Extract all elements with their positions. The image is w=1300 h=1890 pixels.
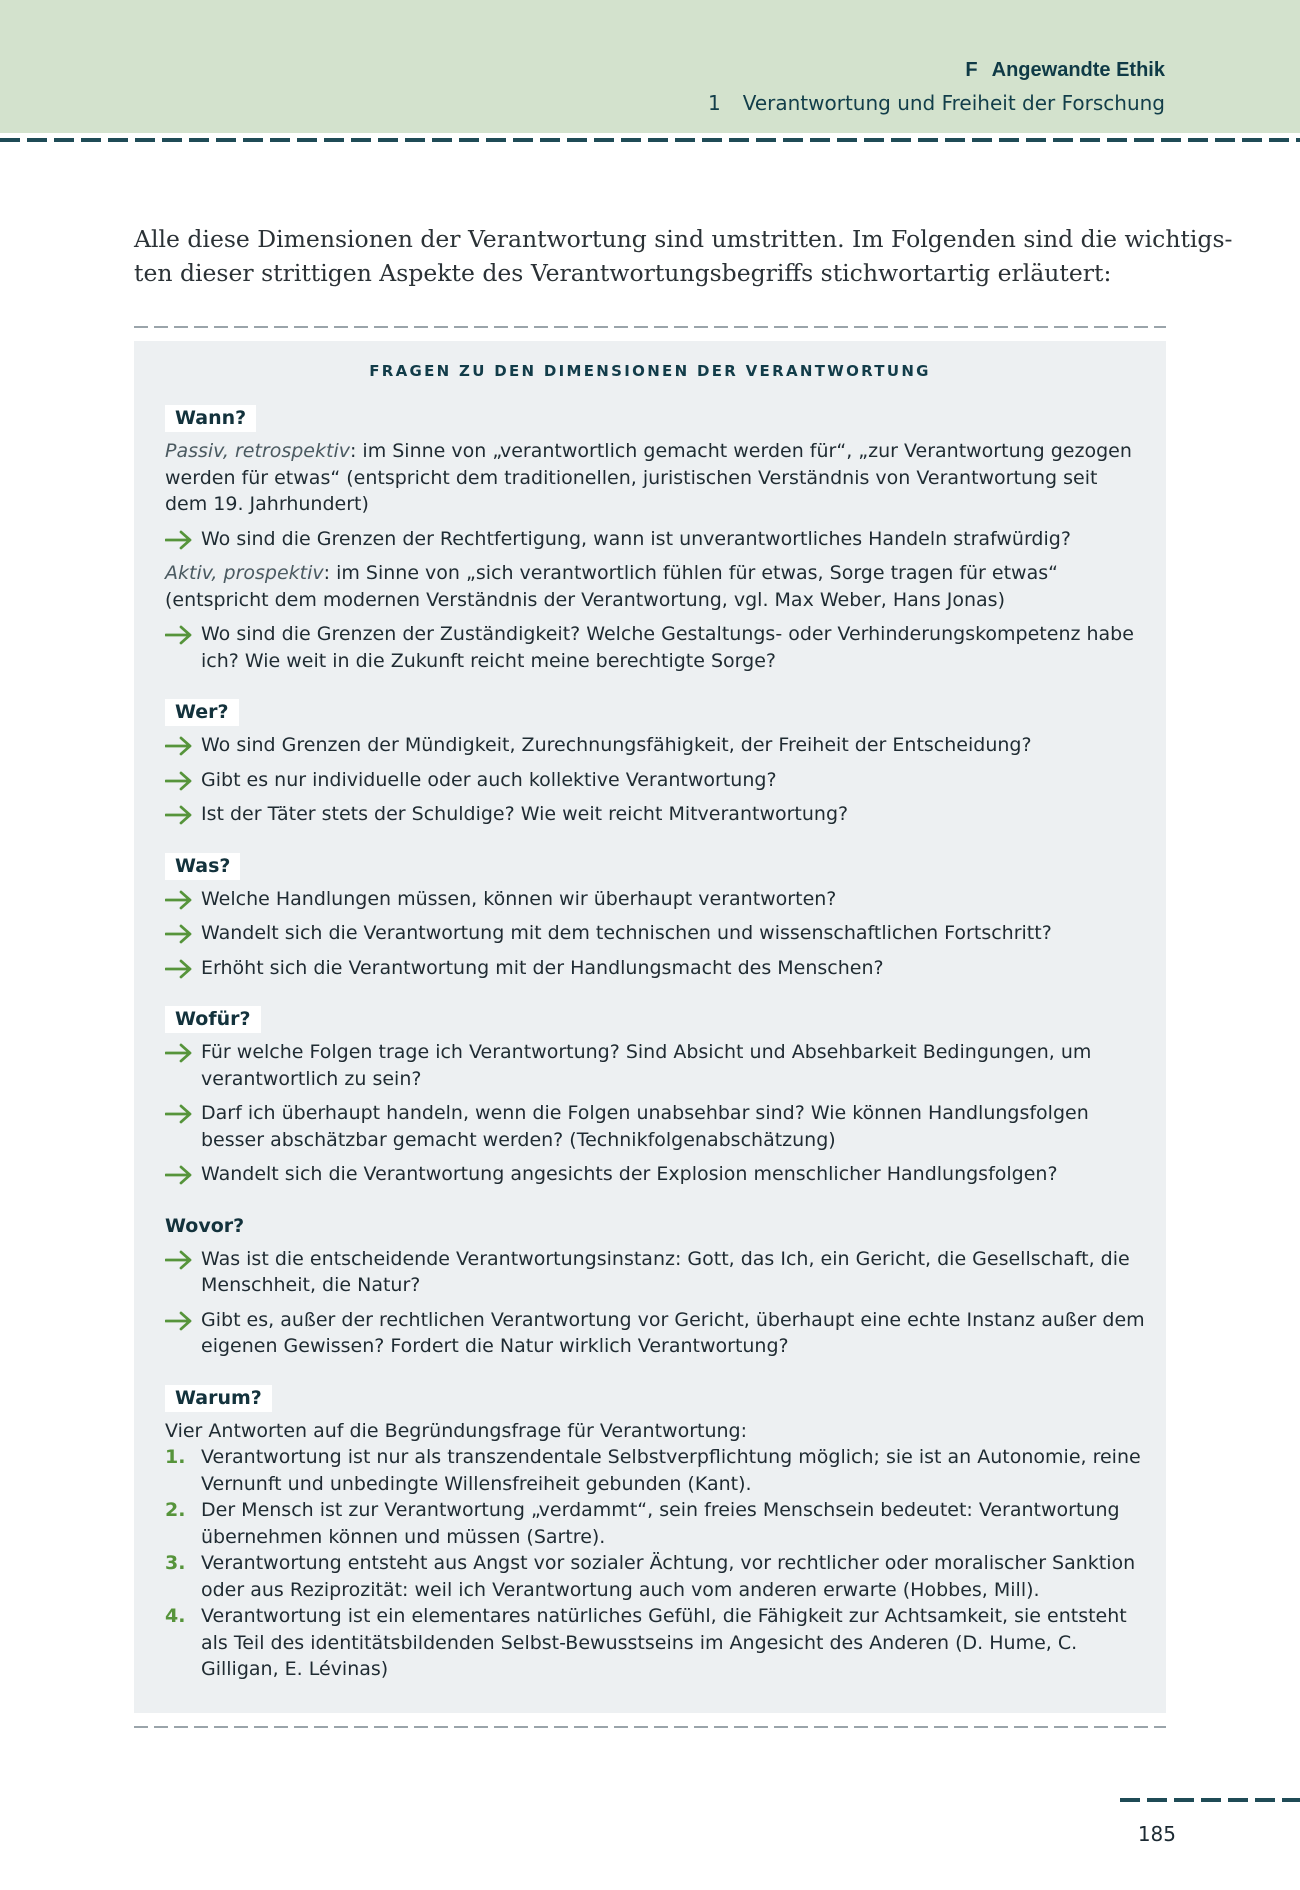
section-number: 1 — [707, 91, 721, 115]
list-item — [165, 920, 1145, 947]
box-content — [165, 401, 1145, 1704]
passiv-text: : im Sinne von „verantwortlich gemacht werden für“, „zur Verantwortung gezogen werden für etwas“ (entspricht dem traditionellen, juristischen Verständnis von Verantwortung seit dem 19. Jahrhundert) — [165, 440, 1132, 515]
question-text: Wandelt sich die Verantwortung angesichts der Explosion menschlicher Handlungsfolgen? — [201, 1163, 1058, 1185]
group-wann — [165, 401, 1145, 674]
questions-box — [134, 341, 1166, 1713]
box-title: FRAGEN ZU DEN DIMENSIONEN DER VERANTWORTUNG — [369, 362, 931, 380]
list-item — [165, 801, 1145, 828]
item-number: 4. — [165, 1605, 186, 1627]
chapter-letter: F — [965, 59, 978, 81]
question-text: Ist der Täter stets der Schuldige? Wie weit reicht Mitverantwortung? — [201, 803, 849, 825]
numbered-item — [165, 1497, 1145, 1550]
arrow-right-icon — [165, 625, 193, 645]
arrow-right-icon — [165, 924, 193, 944]
arrow-right-icon — [165, 1311, 193, 1331]
question-text: Wo sind die Grenzen der Zuständigkeit? Welche Gestaltungs- oder Verhinderungskompetenz habe ich? Wie weit in die Zukunft reicht meine berechtigte Sorge? — [201, 623, 1134, 672]
box-top-rule — [134, 326, 1166, 328]
arrow-right-icon — [165, 771, 193, 791]
group-wofuer — [165, 1002, 1145, 1188]
item-text: Verantwortung entsteht aus Angst vor sozialer Ächtung, vor rechtlicher oder moralischer Sanktion oder aus Reziprozität: weil ich Verantwortung auch vom anderen erwarte (Hobbes, Mill). — [201, 1552, 1136, 1601]
list-item — [165, 526, 1145, 553]
arrow-right-icon — [165, 1043, 193, 1063]
intro-line: ten dieser strittigen Aspekte des Verantwortungsbegriffs stichwortartig erläutert: — [134, 259, 1112, 287]
arrow-right-icon — [165, 1165, 193, 1185]
heading-wann: Wann? — [165, 405, 256, 432]
list-item — [165, 886, 1145, 913]
question-text: Wandelt sich die Verantwortung mit dem technischen und wissenschaftlichen Fortschritt? — [201, 922, 1052, 944]
group-warum — [165, 1381, 1145, 1683]
question-text: Was ist die entscheidende Verantwortungsinstanz: Gott, das Ich, ein Gericht, die Gesellschaft, die Menschheit, die Natur? — [201, 1247, 1130, 1296]
list-item — [165, 1161, 1145, 1188]
arrow-right-icon — [165, 530, 193, 550]
question-text: Für welche Folgen trage ich Verantwortung? Sind Absicht und Absehbarkeit Bedingungen, um verantwortlich zu sein? — [201, 1041, 1092, 1090]
heading-wovor: Wovor? — [165, 1214, 245, 1237]
question-text: Erhöht sich die Verantwortung mit der Handlungsmacht des Menschen? — [201, 956, 884, 979]
question-text: Gibt es, außer der rechtlichen Verantwortung vor Gericht, überhaupt eine echte Instanz außer dem eigenen Gewissen? Fordert die Natur wirklich Verantwortung? — [201, 1308, 1145, 1357]
box-bottom-rule — [134, 1726, 1166, 1728]
question-text: Wo sind Grenzen der Mündigkeit, Zurechnungsfähigkeit, der Freiheit der Entscheidung? — [201, 734, 1032, 756]
list-item — [165, 1100, 1145, 1153]
intro-line: Alle diese Dimensionen der Verantwortung sind umstritten. Im Folgenden sind die wichtigs- — [134, 225, 1233, 253]
arrow-right-icon — [165, 805, 193, 825]
arrow-right-icon — [165, 1104, 193, 1124]
item-text: Verantwortung ist nur als transzendentale Selbstverpflichtung möglich; sie ist an Autonomie, reine Vernunft und unbedingte Willensfreiheit gebunden (Kant). — [201, 1446, 1141, 1495]
list-item — [165, 1307, 1145, 1360]
question-text: Gibt es nur individuelle oder auch kollektive Verantwortung? — [201, 768, 777, 791]
heading-wofuer: Wofür? — [165, 1006, 261, 1033]
heading-warum: Warum? — [165, 1385, 272, 1412]
list-item — [165, 767, 1145, 794]
arrow-right-icon — [165, 1250, 193, 1270]
item-number: 3. — [165, 1552, 186, 1574]
item-number: 2. — [165, 1499, 186, 1521]
item-text: Verantwortung ist ein elementares natürliches Gefühl, die Fähigkeit zur Achtsamkeit, sie entsteht als Teil des identitätsbildenden Selbst-Bewusstseins im Angesicht des Anderen (D. Hume, C. Gilligan, E. Lévinas) — [201, 1605, 1127, 1680]
numbered-item — [165, 1550, 1145, 1603]
list-item — [165, 732, 1145, 759]
page-number: 185 — [1137, 1822, 1176, 1846]
section-title-text: Verantwortung und Freiheit der Forschung — [742, 91, 1165, 115]
wann-passiv-paragraph — [165, 438, 1145, 518]
arrow-right-icon — [165, 736, 193, 756]
group-wovor — [165, 1209, 1145, 1360]
numbered-item — [165, 1444, 1145, 1497]
passiv-label: Passiv, retrospektiv — [165, 440, 350, 462]
group-was — [165, 849, 1145, 982]
list-item — [165, 1246, 1145, 1299]
arrow-right-icon — [165, 890, 193, 910]
intro-paragraph — [134, 222, 1233, 290]
item-number: 1. — [165, 1446, 186, 1468]
question-text: Welche Handlungen müssen, können wir überhaupt verantworten? — [201, 887, 837, 910]
list-item — [165, 955, 1145, 982]
chapter-title-text: Angewandte Ethik — [991, 59, 1165, 81]
footer-dashed-rule — [1120, 1798, 1300, 1802]
warum-lead: Vier Antworten auf die Begründungsfrage für Verantwortung: — [165, 1419, 747, 1442]
heading-was: Was? — [165, 853, 240, 880]
aktiv-label: Aktiv, prospektiv — [165, 562, 324, 584]
list-item — [165, 1039, 1145, 1092]
group-wer — [165, 695, 1145, 828]
header-dashed-rule — [0, 138, 1300, 142]
question-text: Wo sind die Grenzen der Rechtfertigung, wann ist unverantwortliches Handeln strafwürdig? — [201, 527, 1071, 550]
wann-aktiv-paragraph — [165, 560, 1145, 613]
aktiv-text: : im Sinne von „sich verantwortlich fühlen für etwas, Sorge tragen für etwas“ (entspricht dem modernen Verständnis der Verantwortung, vgl. Max Weber, Hans Jonas) — [165, 562, 1058, 611]
heading-wer: Wer? — [165, 699, 239, 726]
list-item — [165, 621, 1145, 674]
item-text: Der Mensch ist zur Verantwortung „verdammt“, sein freies Menschsein bedeutet: Verantwortung übernehmen können und müssen (Sartre). — [201, 1499, 1120, 1548]
chapter-title — [965, 59, 1165, 82]
arrow-right-icon — [165, 959, 193, 979]
section-title — [708, 91, 1165, 115]
question-text: Darf ich überhaupt handeln, wenn die Folgen unabsehbar sind? Wie können Handlungsfolgen besser abschätzbar gemacht werden? (Technikfolgenabschätzung) — [201, 1102, 1089, 1151]
numbered-item — [165, 1603, 1145, 1683]
